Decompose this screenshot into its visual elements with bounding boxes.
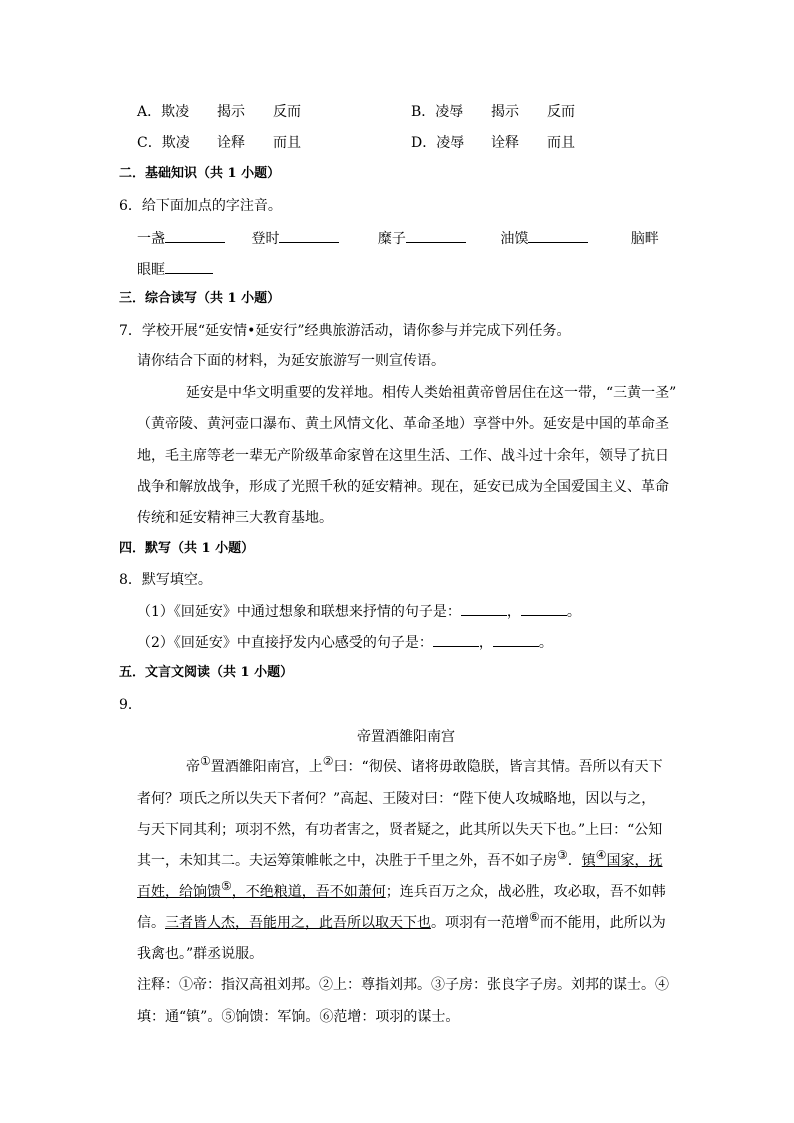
note-mark-2: ② <box>322 754 334 768</box>
pinyin-blank-3[interactable] <box>406 228 466 243</box>
passage-line-1 <box>186 754 663 777</box>
question-8-sub1 <box>137 601 581 622</box>
question-6-items-row1 <box>137 228 659 249</box>
option-c-word2: 诠释 <box>217 135 245 151</box>
question-6-stem: 6．给下面加点的字注音。 <box>119 198 282 214</box>
passage-text: 国家，抚 <box>606 853 663 869</box>
passage-line-6 <box>137 910 666 933</box>
passage-text: 信。 <box>137 915 165 931</box>
option-c-word1: C．欺凌 <box>137 135 190 151</box>
option-a-word1: A．欺凌 <box>137 104 190 120</box>
note-mark-1: ① <box>200 754 211 768</box>
question-8-stem: 8．默写填空。 <box>119 572 212 588</box>
section-heading-2: 二．基础知识（共 1 小题） <box>119 166 281 181</box>
note-mark-5: ⑤ <box>221 879 232 893</box>
question-9-number: 9． <box>119 697 142 713</box>
passage-text: 置酒雒阳南宫，上 <box>210 759 323 775</box>
passage-text: 曰：“彻侯、诸将毋敢隐朕，皆言其情。吾所以有天下 <box>333 759 663 775</box>
pinyin-item-6: 眼眶 <box>137 262 165 278</box>
note-mark-6: ⑥ <box>529 910 540 924</box>
passage-text: 。项羽有一范增 <box>431 915 529 931</box>
passage-title: 帝置酒雒阳南宫 <box>357 729 455 745</box>
passage-text: 其一，未知其二。夫运筹策帷帐之中，决胜于千里之外，吾不如子房 <box>137 853 557 869</box>
question-7-task: 请你结合下面的材料，为延安旅游写一则宣传语。 <box>137 353 445 369</box>
option-a-word2: 揭示 <box>217 104 245 120</box>
passage-text: 镇 <box>581 853 596 869</box>
pinyin-item-3: 糜子 <box>377 231 406 247</box>
underlined-sentence-1a <box>581 848 663 869</box>
material-line-4: 战争和解放战争，形成了光照千秋的延安精神。现在，延安已成为全国爱国主义、革命 <box>137 479 669 495</box>
material-line-5: 传统和延安精神三大教育基地。 <box>137 510 333 526</box>
passage-line-2: 者何？项氏之所以失天下者何？”高起、王陵对曰：“陛下使人攻城略地，因以与之， <box>137 791 656 807</box>
passage-line-5 <box>137 879 666 902</box>
option-a-word3: 反而 <box>273 104 301 120</box>
sub1-period: 。 <box>566 604 581 620</box>
sub2-blank-1[interactable] <box>433 632 479 647</box>
option-b <box>411 102 575 122</box>
passage-text: 百姓，给饷馈 <box>137 884 221 900</box>
passage-text: ． <box>567 853 582 869</box>
sub2-blank-2[interactable] <box>493 632 539 647</box>
section-heading-4: 四．默写（共 1 小题） <box>119 541 255 556</box>
sub1-blank-2[interactable] <box>521 601 567 616</box>
sub1-blank-1[interactable] <box>461 601 507 616</box>
sub2-comma: ， <box>478 635 493 651</box>
material-line-3: 地，毛主席等老一辈无产阶级革命家曾在这里生活、工作、战斗过十余年，领导了抗日 <box>137 448 669 464</box>
sub2-text: （2）《回延安》中直接抒发内心感受的句子是： <box>137 635 433 651</box>
pinyin-item-5: 脑畔 <box>630 231 659 247</box>
passage-text: ；连兵百万之众，战必胜，攻必取，吾不如韩 <box>385 884 666 900</box>
passage-line-3: 与天下同其利；项羽不然，有功者害之，贤者疑之，此其所以失天下也。”上曰：“公知 <box>137 822 663 838</box>
note-mark-3: ③ <box>557 848 568 862</box>
option-b-word2: 揭示 <box>491 104 519 120</box>
option-b-word3: 反而 <box>547 104 575 120</box>
question-7-stem: 7．学校开展“延安情•延安行”经典旅游活动，请你参与并完成下列任务。 <box>119 323 571 339</box>
passage-line-7: 我禽也。”群丞说服。 <box>137 946 264 962</box>
pinyin-blank-1[interactable] <box>165 228 225 243</box>
section-heading-5: 五．文言文阅读（共 1 小题） <box>119 665 294 680</box>
option-c-word3: 而且 <box>273 135 301 151</box>
sub1-comma: ， <box>506 604 521 620</box>
annotation-line-1: 注释：①帝：指汉高祖刘邦。②上：尊指刘邦。③子房：张良字子房。刘邦的谋士。④ <box>137 977 669 993</box>
option-d <box>411 133 575 153</box>
passage-text: 而不能用，此所以为 <box>539 915 666 931</box>
note-mark-4: ④ <box>595 848 607 862</box>
section-heading-3: 三．综合读写（共 1 小题） <box>119 291 281 306</box>
pinyin-item-4: 油馍 <box>500 231 529 247</box>
underlined-sentence-1b <box>137 879 386 900</box>
option-d-word2: 诠释 <box>491 135 519 151</box>
annotation-line-2: 填：通“镇”。⑤饷馈：军饷。⑥范增：项羽的谋士。 <box>137 1009 460 1025</box>
sub2-period: 。 <box>538 635 553 651</box>
option-c <box>137 133 301 153</box>
pinyin-item-2: 登时 <box>251 231 280 247</box>
pinyin-blank-4[interactable] <box>528 228 588 243</box>
underlined-sentence-2: 三者皆人杰，吾能用之，此吾所以取天下也 <box>165 915 431 931</box>
passage-line-4 <box>137 848 663 871</box>
pinyin-blank-2[interactable] <box>279 228 339 243</box>
question-6-items-row2 <box>137 259 213 280</box>
question-8-sub2 <box>137 632 553 653</box>
option-d-word1: D．凌辱 <box>411 135 465 151</box>
passage-text: ，不绝粮道，吾不如萧何 <box>231 884 386 900</box>
option-d-word3: 而且 <box>547 135 575 151</box>
option-a <box>137 102 301 122</box>
passage-text: 帝 <box>186 759 200 775</box>
material-line-2: （黄帝陵、黄河壶口瀑布、黄土风情文化、革命圣地）享誉中外。延安是中国的革命圣 <box>137 416 669 432</box>
sub1-text: （1）《回延安》中通过想象和联想来抒情的句子是： <box>137 604 461 620</box>
pinyin-blank-6[interactable] <box>165 259 213 274</box>
option-b-word1: B．凌辱 <box>411 104 464 120</box>
material-line-1: 延安是中华文明重要的发祥地。相传人类始祖黄帝曾居住在这一带，“三黄一圣” <box>186 385 677 401</box>
pinyin-item-1: 一盏 <box>137 231 165 247</box>
